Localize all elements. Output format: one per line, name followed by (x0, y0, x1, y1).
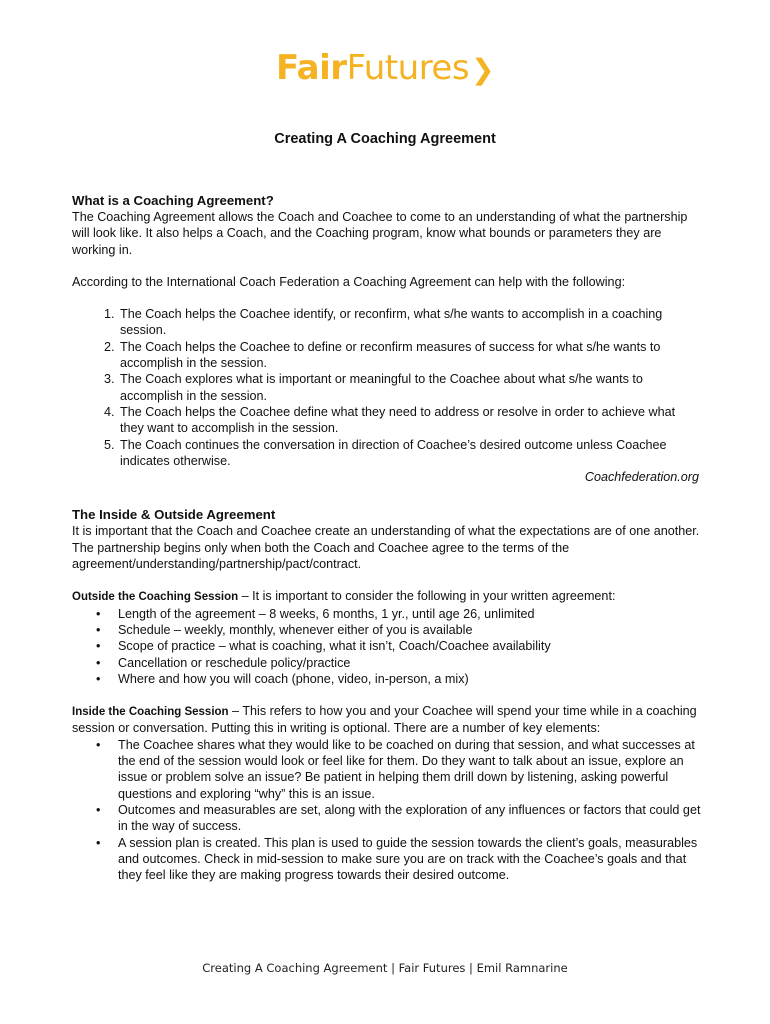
list-item: 1. The Coach helps the Coachee identify, or reconfirm, what s/he wants to accomplish in a coaching session. (118, 306, 702, 339)
bullet-icon: • (96, 802, 101, 817)
list-item (96, 737, 702, 802)
outside-session-list (72, 606, 702, 687)
inside-session-label: Inside the Coaching Session (72, 706, 229, 719)
outside-session-label: Outside the Coaching Session (72, 591, 239, 604)
list-item-text: Where and how you will coach (phone, video, in-person, a mix) (118, 671, 469, 686)
list-item-text: Outcomes and measurables are set, along with the exploration of any influences or factors that could get in the way of success. (118, 802, 701, 834)
page-footer: Creating A Coaching Agreement | Fair Futures | Emil Ramnarine (202, 961, 568, 975)
list-item (96, 655, 702, 671)
list-item-text: Schedule – weekly, monthly, whenever either of you is available (118, 622, 473, 637)
document-body (72, 192, 702, 883)
logo-text-futures: Futures (346, 48, 470, 88)
bullet-icon: • (96, 606, 101, 621)
bullet-icon: • (96, 622, 101, 637)
list-item-text: Scope of practice – what is coaching, what it isn’t, Coach/Coachee availability (118, 639, 551, 654)
source-citation: Coachfederation.org (584, 470, 699, 485)
logo-text-fair: Fair (275, 48, 347, 88)
list-item: 5. The Coach continues the conversation in direction of Coachee’s desired outcome unless Coachee indicates otherwise. (118, 437, 702, 470)
list-item (96, 835, 702, 884)
chevron-right-icon: ❯ (471, 53, 495, 86)
list-item (96, 671, 702, 687)
bullet-icon: • (96, 671, 101, 686)
list-item (96, 622, 702, 638)
icf-list (72, 306, 702, 469)
bullet-icon: • (96, 835, 101, 850)
bullet-icon: • (96, 737, 101, 752)
inside-session-text: – This refers to how you and your Coachee will spend your time while in a coaching session or conversation. Putting this in writing is optional. There are a number of key elements: (72, 704, 697, 736)
list-item: 2. The Coach helps the Coachee to define or reconfirm measures of success for what s/he wants to accomplish in the session. (118, 339, 702, 372)
inside-session-list (72, 737, 702, 884)
list-item-text: The Coachee shares what they would like to be coached on during that session, and what successes at the end of the session would look or feel like for them. Do they want to talk about an issue, explore an issue or problem solve an issue? Be patient in helping them drill down by listening, asking powerful questions and exploring “why” this is an issue. (118, 737, 695, 801)
list-item (96, 802, 702, 835)
section1-intro: The Coaching Agreement allows the Coach and Coachee to come to an understanding of what the partnership will look like. It also helps a Coach, and the Coaching program, know what bounds or parameters they are working in. (72, 210, 688, 257)
list-item: 4. The Coach helps the Coachee define what they need to address or resolve in order to achieve what they want to accomplish in the session. (118, 404, 702, 437)
list-item-text: Length of the agreement – 8 weeks, 6 months, 1 yr., until age 26, unlimited (118, 606, 535, 621)
section1-lead: According to the International Coach Federation a Coaching Agreement can help with the following: (72, 274, 626, 289)
section1-heading: What is a Coaching Agreement? (72, 193, 274, 208)
list-item: 3. The Coach explores what is important or meaningful to the Coachee about what s/he wants to accomplish in the session. (118, 371, 702, 404)
section2-intro: It is important that the Coach and Coachee create an understanding of what the expectations are of one another. The partnership begins only when both the Coach and Coachee agree to the terms of the agreement/understanding/partnership/pact/contract. (72, 524, 700, 572)
outside-session-paragraph (72, 588, 702, 605)
list-item (96, 638, 702, 654)
bullet-icon: • (96, 639, 101, 654)
inside-session-paragraph (72, 703, 702, 737)
fair-futures-logo (0, 48, 770, 88)
page-title: Creating A Coaching Agreement (274, 131, 496, 147)
list-item-text: Cancellation or reschedule policy/practice (118, 655, 351, 670)
bullet-icon: • (96, 655, 101, 670)
list-item (96, 606, 702, 622)
outside-session-text: – It is important to consider the following in your written agreement: (238, 589, 616, 604)
section2-heading: The Inside & Outside Agreement (72, 507, 276, 523)
list-item-text: A session plan is created. This plan is used to guide the session towards the client’s goals, measurables and outcomes. Check in mid-session to make sure you are on track with the Coachee’s goals and that they feel like they are making progress towards their desired outcome. (118, 835, 698, 883)
